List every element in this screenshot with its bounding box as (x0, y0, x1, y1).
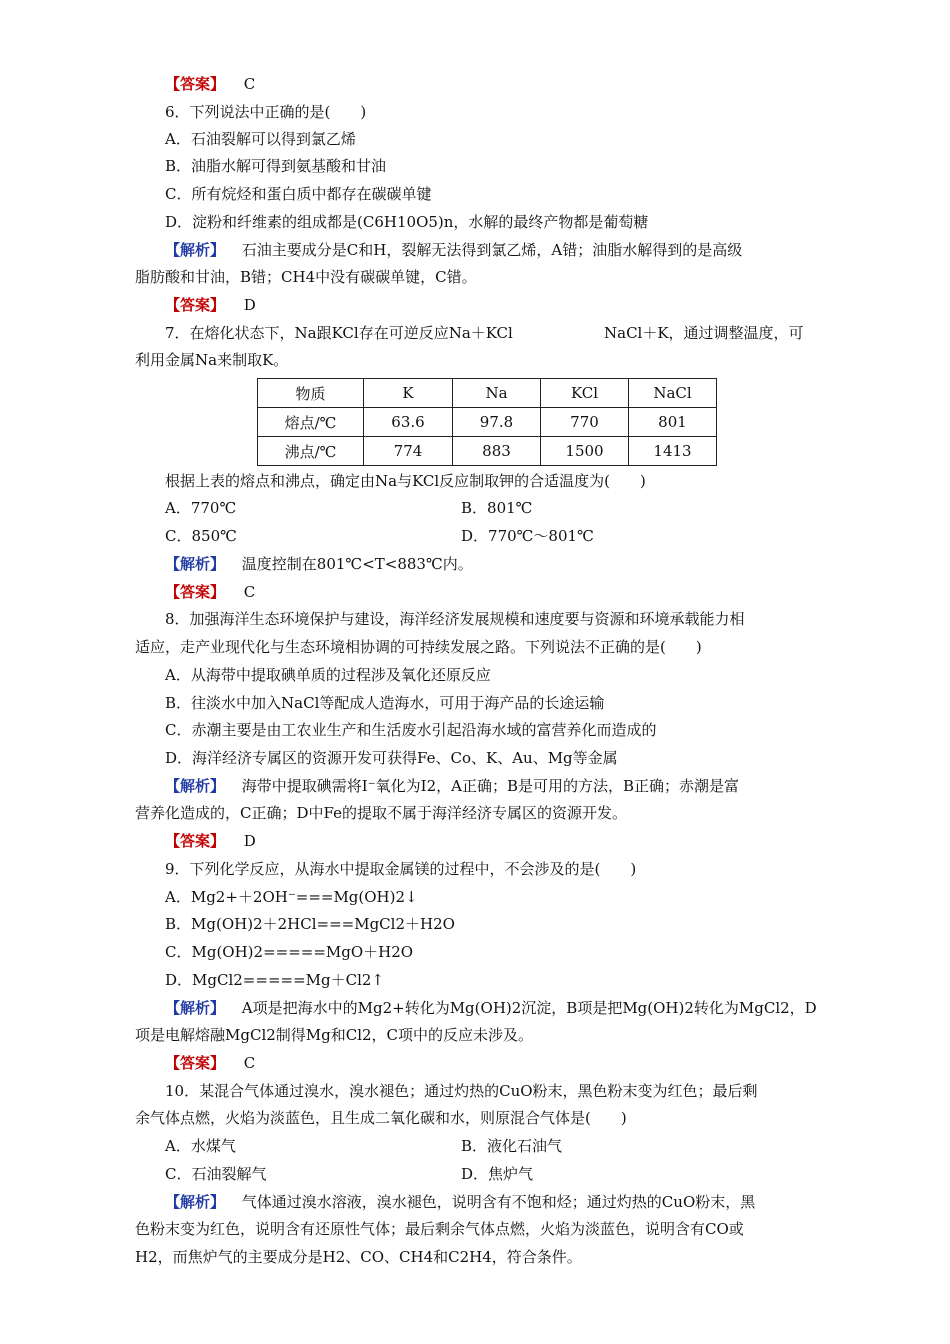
analysis-tag: 【解析】 (165, 241, 226, 259)
q10-analysis-line1 (165, 1191, 755, 1213)
answer-tag: 【答案】 (165, 832, 226, 850)
q9-analysis-text1: A项是把海水中的Mg2+转化为Mg(OH)2沉淀，B项是把Mg(OH)2转化为MgCl2，D (241, 999, 817, 1017)
q8-option-c: C．赤潮主要是由工农业生产和生活废水引起沿海水域的富营养化而造成的 (165, 721, 657, 739)
table-cell: 883 (453, 437, 541, 466)
table-cell: 774 (364, 437, 453, 466)
q8-stem-line1: 8．加强海洋生态环境保护与建设，海洋经济发展规模和速度要与资源和环境承载能力相 (165, 610, 745, 628)
analysis-tag: 【解析】 (165, 777, 226, 795)
q7-option-d: D．770℃～801℃ (461, 527, 594, 545)
q6-answer: D (243, 296, 256, 314)
q10-analysis-line2: 色粉末变为红色，说明含有还原性气体；最后剩余气体点燃，火焰为淡蓝色，说明含有CO或 (135, 1220, 744, 1238)
table-row (258, 408, 717, 437)
analysis-tag: 【解析】 (165, 555, 226, 573)
q7-stem-part1: 7．在熔化状态下，Na跟KCl存在可逆反应Na＋KCl (165, 324, 513, 342)
q10-analysis-line3: H2，而焦炉气的主要成分是H2、CO、CH4和C2H4，符合条件。 (135, 1248, 582, 1266)
analysis-tag: 【解析】 (165, 1193, 226, 1211)
table-header-row (258, 379, 717, 408)
q10-option-d: D．焦炉气 (461, 1165, 534, 1183)
q9-option-d: D．MgCl2=====Mg＋Cl2↑ (165, 971, 384, 989)
q7-option-c: C．850℃ (165, 527, 237, 545)
q8-analysis-line1 (165, 775, 739, 797)
q7-answer: C (243, 583, 256, 601)
q6-stem: 6．下列说法中正确的是( ) (165, 103, 367, 121)
table-header-cell: 物质 (258, 379, 364, 408)
q6-answer-line (165, 294, 256, 316)
q8-analysis-text1: 海带中提取碘需将I⁻氧化为I2，A正确；B是可用的方法，B正确；赤潮是富 (241, 777, 739, 795)
q8-answer: D (243, 832, 256, 850)
q10-option-b: B．液化石油气 (461, 1137, 563, 1155)
q5-answer: C (243, 75, 256, 93)
q9-stem: 9．下列化学反应，从海水中提取金属镁的过程中，不会涉及的是( ) (165, 860, 637, 878)
q10-option-c: C．石油裂解气 (165, 1165, 267, 1183)
q6-analysis-text1: 石油主要成分是C和H，裂解无法得到氯乙烯，A错；油脂水解得到的是高级 (241, 241, 743, 259)
q7-option-b: B．801℃ (461, 499, 533, 517)
q9-answer: C (243, 1054, 256, 1072)
table-cell: 63.6 (364, 408, 453, 437)
q7-stem-part2: NaCl＋K，通过调整温度，可 (604, 324, 804, 342)
q9-analysis-line1 (165, 997, 817, 1019)
q6-option-c: C．所有烷烃和蛋白质中都存在碳碳单键 (165, 185, 432, 203)
q10-analysis-text1: 气体通过溴水溶液，溴水褪色，说明含有不饱和烃；通过灼热的CuO粉末，黑 (241, 1193, 756, 1211)
analysis-tag: 【解析】 (165, 999, 226, 1017)
q7-option-a: A．770℃ (165, 499, 237, 517)
q10-stem-line2: 余气体点燃，火焰为淡蓝色，且生成二氧化碳和水，则原混合气体是( ) (135, 1109, 627, 1127)
q6-option-d: D．淀粉和纤维素的组成都是(C6H10O5)n，水解的最终产物都是葡萄糖 (165, 213, 649, 231)
q8-stem-line2: 适应，走产业现代化与生态环境相协调的可持续发展之路。下列说法不正确的是( ) (135, 638, 702, 656)
q6-option-b: B．油脂水解可得到氨基酸和甘油 (165, 157, 387, 175)
table-header-cell: K (364, 379, 453, 408)
q9-answer-line (165, 1052, 255, 1074)
table-header-cell: KCl (541, 379, 629, 408)
table-cell: 1413 (629, 437, 717, 466)
table-row (258, 437, 717, 466)
q6-analysis-line2: 脂肪酸和甘油，B错；CH4中没有碳碳单键，C错。 (135, 268, 477, 286)
q7-analysis-text: 温度控制在801℃<T<883℃内。 (241, 555, 473, 573)
table-header-cell: NaCl (629, 379, 717, 408)
q6-option-a: A．石油裂解可以得到氯乙烯 (165, 130, 356, 148)
q9-option-b: B．Mg(OH)2＋2HCl===MgCl2＋H2O (165, 915, 455, 933)
table-cell: 770 (541, 408, 629, 437)
table-cell: 801 (629, 408, 717, 437)
q10-stem-line1: 10．某混合气体通过溴水，溴水褪色；通过灼热的CuO粉末，黑色粉末变为红色；最后剩 (165, 1082, 758, 1100)
table-cell: 97.8 (453, 408, 541, 437)
q9-option-c: C．Mg(OH)2=====MgO＋H2O (165, 943, 414, 961)
q7-stem-line2: 利用金属Na来制取K。 (135, 351, 289, 369)
q8-analysis-line2: 营养化造成的，C正确；D中Fe的提取不属于海洋经济专属区的资源开发。 (135, 804, 627, 822)
table-header-cell: Na (453, 379, 541, 408)
table-cell: 沸点/℃ (258, 437, 364, 466)
answer-tag: 【答案】 (165, 296, 226, 314)
q7-analysis-line (165, 553, 473, 575)
q8-option-b: B．往淡水中加入NaCl等配成人造海水，可用于海产品的长途运输 (165, 694, 605, 712)
q7-answer-line (165, 581, 255, 603)
q9-analysis-line2: 项是电解熔融MgCl2制得Mg和Cl2，C项中的反应未涉及。 (135, 1026, 534, 1044)
q10-option-a: A．水煤气 (165, 1137, 236, 1155)
q9-option-a: A．Mg2+＋2OH⁻===Mg(OH)2↓ (165, 888, 418, 906)
table-cell: 1500 (541, 437, 629, 466)
q6-analysis-line1 (165, 239, 742, 261)
q8-option-a: A．从海带中提取碘单质的过程涉及氧化还原反应 (165, 666, 491, 684)
answer-tag: 【答案】 (165, 1054, 226, 1072)
properties-table (257, 378, 717, 466)
q5-answer-line (165, 73, 255, 95)
q8-option-d: D．海洋经济专属区的资源开发可获得Fe、Co、K、Au、Mg等金属 (165, 749, 618, 767)
table-cell: 熔点/℃ (258, 408, 364, 437)
answer-tag: 【答案】 (165, 583, 226, 601)
q8-answer-line (165, 830, 256, 852)
answer-tag: 【答案】 (165, 75, 226, 93)
q7-question: 根据上表的熔点和沸点，确定由Na与KCl反应制取钾的合适温度为( ) (165, 472, 646, 490)
